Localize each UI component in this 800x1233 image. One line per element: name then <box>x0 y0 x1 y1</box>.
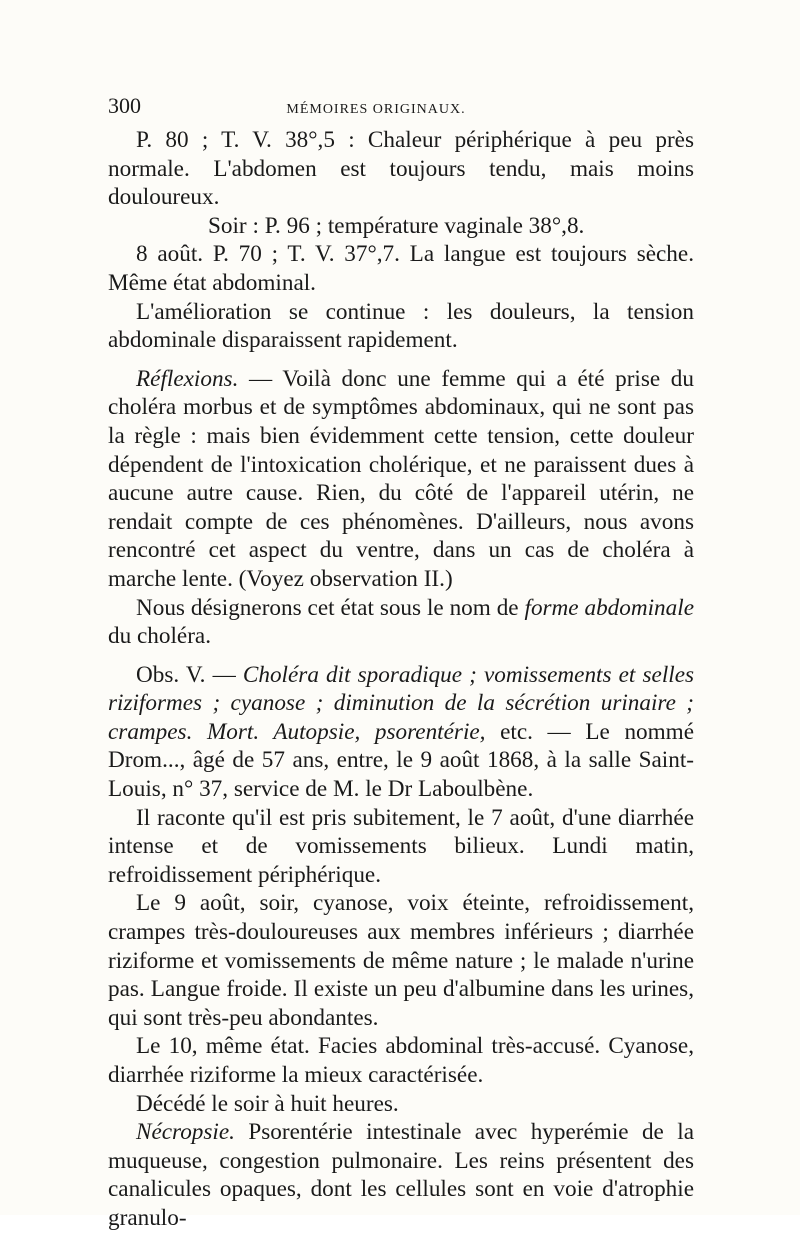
necropsy-text: Psorentérie intestinale avec hyperémie de la muqueuse, congestion pulmonaire. Les reins présentent des canalicules opaques, dont les cellules sont en voie d'atrophie granulo- <box>108 1119 694 1231</box>
page-header <box>108 92 694 122</box>
designation-text-before: Nous désignerons cet état sous le nom de <box>136 594 525 621</box>
reflexions-text: — Voilà donc une femme qui a été prise du choléra morbus et de symptômes abdominaux, qui ne sont pas la règle : mais bien évidemment cette tension, cette douleur dépendent de l'intoxication cholérique, et ne paraissent dues à aucune autre cause. Rien, du côté de l'appareil utérin, ne rendait compte de ces phénomènes. D'ailleurs, nous avons rencontré cet aspect du ventre, dans un cas de choléra à marche lente. (Voyez observation II.) <box>108 365 694 592</box>
paragraph-august-10: Le 10, même état. Facies abdominal très-accusé. Cyanose, diarrhée riziforme la mieux caractérisée. <box>108 1033 694 1088</box>
paragraph-designation <box>108 594 694 651</box>
observation-text: etc. — Le nommé Drom..., âgé de 57 ans, entre, le 9 août 1868, à la salle Saint-Louis, n° 37, service de M. le Dr Laboulbène. <box>108 718 694 803</box>
paragraph-observation-5 <box>108 661 694 804</box>
necropsy-heading: Nécropsie. <box>136 1119 235 1146</box>
paragraph-august-9: Le 9 août, soir, cyanose, voix éteinte, refroidissement, crampes très-douloureuses aux membres inférieurs ; diarrhée riziforme et vomissements de même nature ; le malade n'urine pas. Langue froide. Il existe un peu d'albumine dans les urines, qui sont très-peu abondantes. <box>108 890 694 1031</box>
paragraph-death: Décédé le soir à huit heures. <box>136 1090 399 1117</box>
reflexions-heading: Réflexions. <box>136 365 239 392</box>
paragraph-necropsy <box>108 1118 694 1232</box>
observation-dash: — <box>205 661 243 688</box>
paragraph-august-8: 8 août. P. 70 ; T. V. 37°,7. La langue est toujours sèche. Même état abdominal. <box>108 241 694 296</box>
running-title: MÉMOIRES ORIGINAUX. <box>286 102 466 117</box>
observation-label: Obs. V. <box>136 661 206 688</box>
paragraph-improvement: L'amélioration se continue : les douleurs, la tension abdominale disparaissent rapidement. <box>108 298 694 354</box>
designation-text-after: du choléra. <box>108 623 212 650</box>
page-number: 300 <box>108 93 141 118</box>
paragraph-onset: Il raconte qu'il est pris subitement, le 7 août, d'une diarrhée intense et de vomissements bilieux. Lundi matin, refroidissement périphérique. <box>108 804 694 888</box>
paragraph-evening: Soir : P. 96 ; température vaginale 38°,8. <box>208 212 585 239</box>
designation-term: forme abdominale <box>524 594 694 621</box>
page-text <box>108 92 694 1233</box>
paragraph-vitals: P. 80 ; T. V. 38°,5 : Chaleur périphérique à peu près normale. L'abdomen est toujours tendu, mais moins douloureux. <box>108 127 694 211</box>
observation-title: Choléra dit sporadique ; vomissements et selles riziformes ; cyanose ; diminution de la sécrétion urinaire ; crampes. Mort. Autopsie, psorentérie, <box>108 661 695 745</box>
paragraph-reflexions <box>108 365 694 594</box>
